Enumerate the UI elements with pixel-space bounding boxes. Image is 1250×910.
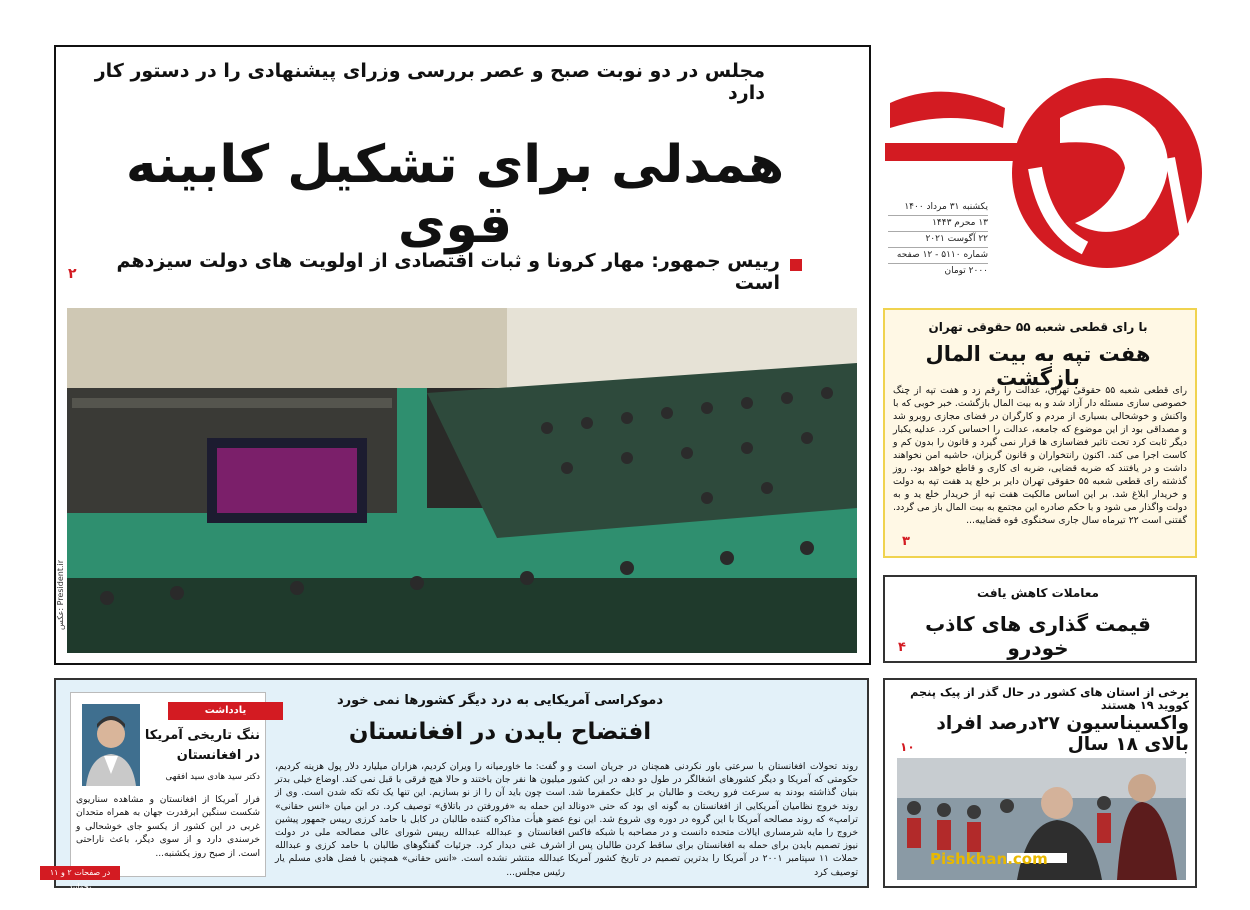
date-jalali: یکشنبه ۳۱ مرداد ۱۴۰۰ — [888, 200, 988, 216]
price: ۲۰۰۰ تومان — [944, 266, 988, 276]
note-author: دکتر سید هادی سید افقهی — [165, 772, 260, 782]
issue-number: شماره ۵۱۱۰ - ۱۲ صفحه — [888, 248, 988, 264]
afghan-body-col-1: روند تحولات افغانستان با سرعتی باور نکردنی همچنان در جریان است و حکومتی که آمریکا و دیگر کشورهای اشغالگر در طول دو دهه در این کشور بنیان گذاشته بودند به سرعت فرو ریخت و طالبان بر کابل حکمفرما شد. روند خروج نظامیان آمریکایی از افغانستان به گونه ای بود که حتی «دونالد ترامپ» که روند مصالحه آمریکا با این گروه در دوره وی شروع شد. این نوع خروج را مایه شرمساری ایالات متحده دانست و در مصاحبه با شبکه فاکس نیوز تصمیم بایدن برای حمله به افغانستان برای ساقط کردن طالبان پس از حملات ۱۱ سپتامبر ۲۰۰۱ در آمریکا را بدترین تصمیم در تاریخ کشور آمریکا توصیف کرد — [568, 761, 859, 878]
page-ref: ۳ — [902, 534, 910, 549]
main-subhead[interactable]: رییس جمهور: مهار کرونا و ثبات اقتصادی از اولویت های دولت سیزدهم است — [116, 250, 780, 294]
watermark: Pishkhan.com — [930, 850, 1048, 868]
car-title[interactable]: قیمت گذاری های کاذب خودرو — [925, 612, 1151, 660]
page-ref: در صفحات ۲ و ۱۱ بخوانید — [40, 866, 120, 880]
photo-credit: President.ir :عکس — [56, 560, 65, 631]
note-label: یادداشت — [168, 702, 283, 720]
parliament-photo[interactable] — [67, 308, 857, 653]
sidebar-title[interactable]: هفت تپه به بیت المال بازگشت — [925, 342, 1151, 390]
page-ref: ۲ — [68, 266, 77, 282]
afghan-title[interactable]: افتضاح بایدن در افغانستان — [348, 719, 652, 745]
date-gregorian: ۲۲ آگوست ۲۰۲۱ — [888, 232, 988, 248]
afghan-body-col-2: و گفت: ما خاورمیانه را ویران کردیم، هزاران میلیارد دلار پول هزینه کردیم، میلیون ها نفر جان باختند و حالا هیچ فرقی با قبل نمی کند. اوضاع خیلی بدتر است چون باید آن را از نو بسازیم. این تنها یک تکه تکه شدن است. وی از این حمله به «فرورفتن در باتلاق» توصیف کرد. در این میان «انس حقانی» عضو هیأت مذاکره کننده طالبان در کابل با حامد کرزی رییس جمهور پیشین افغانستان و عبدالله عبدالله رییس شورای عالی مصالحه ملی در دولت اشرف غنی دیدار کرد. جزئیات گفتگوهای طالبان با حامد کرزی و عبدالله عبدالله منتشر نشده است. «انس حقانی» همچنین با فضل هادی مسلم یار رئیس مجلس... — [275, 761, 565, 878]
author-photo — [82, 704, 140, 786]
note-body: فرار آمریکا از افغانستان و مشاهده سناریوی شکست سنگین ابرقدرت جهان به همراه متحدان غربی در این کشور از یکسو جای خوشحالی و خرسندی دارد و از سوی دیگر، باعث ناراحتی است. از صبح روز یکشنبه... — [76, 795, 260, 859]
note-title[interactable]: ننگ تاریخی آمریکا در افغانستان — [144, 728, 260, 763]
page-ref: ۱۰ — [900, 740, 915, 754]
sidebar-body: رای قطعی شعبه ۵۵ حقوقی تهران، عدالت را رقم زد و هفت تپه از چنگ خصوصی سازی مسئله دار آزاد شد و به بیت المال بازگشت. خبر خوبی که با واکنش و خوشحالی بسیاری از مردم و کارگران در فضای مجازی روبرو شد و مصداقی بود از این موضوع که جامعه، عدالت را احساس کرد. عدلیه یکبار دیگر ثابت کرد تحت تاثیر فضاسازی ها قرار نمی گیرد و قانون را بدون کم و کاست اجرا می کند. اکنون رانتخواران و قانون گریزان، حاشیه امن نخواهند داشت و در یافتند که ضربه قضایی، ضربه ای کاری و قاطع خواهد بود. روز گذشته رای قطعی شعبه ۵۵ حقوقی تهران دایر بر خلع ید هفت تپه به دولت و خریدار ابلاغ شد. بر این اساس مالکیت هفت تپه از خریدار خلع ید و به دولت واگذار می شود و با حکم صادره این مجتمع به بیت المال باز می گردد. گفتنی است ۲۲ تیرماه سال جاری سخنگوی قوه قضاییه... — [893, 385, 1187, 526]
date-hijri: ۱۳ محرم ۱۴۴۳ — [888, 216, 988, 232]
vaccine-title[interactable]: واکسیناسیون ۲۷درصد افراد بالای ۱۸ سال — [936, 713, 1189, 755]
page-ref: ۴ — [898, 640, 906, 655]
vaccine-kicker[interactable]: برخی از استان های کشور در حال گذر از پیک پنجم کووید ۱۹ هستند — [910, 686, 1189, 712]
sidebar-kicker[interactable]: با رای قطعی شعبه ۵۵ حقوقی تهران — [928, 320, 1148, 334]
issue-info — [888, 200, 988, 279]
main-kicker[interactable]: مجلس در دو نوبت صبح و عصر بررسی وزرای پیشنهادی را در دستور کار دارد — [94, 60, 765, 104]
bullet-icon — [790, 259, 802, 271]
afghan-kicker[interactable]: دموکراسی آمریکایی به درد دیگر کشورها نمی خورد — [336, 693, 664, 708]
main-headline[interactable]: همدلی برای تشکیل کابینه قوی — [125, 135, 785, 255]
car-kicker[interactable]: معاملات کاهش یافت — [976, 586, 1099, 600]
